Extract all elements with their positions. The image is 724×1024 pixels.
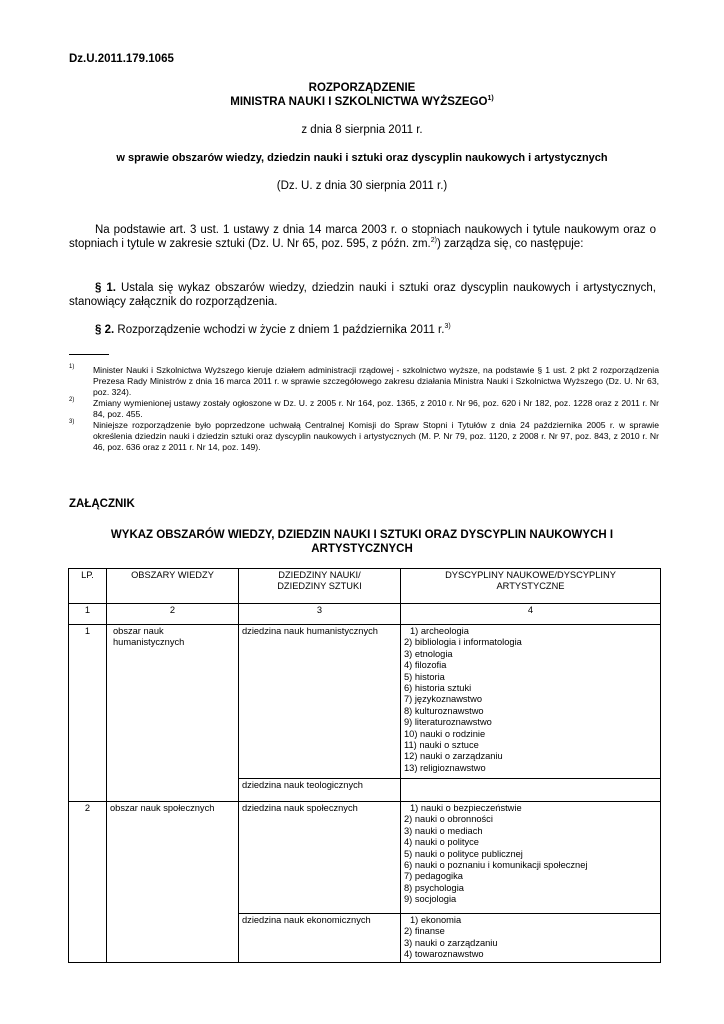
document-reference: Dz.U.2011.179.1065 — [69, 53, 174, 65]
header-area: OBSZARY WIEDZY — [107, 569, 239, 604]
legal-basis-paragraph: Na podstawie art. 3 ust. 1 ustawy z dnia 14 marca 2003 r. o stopniach naukowych i tytule naukowym oraz o stopniach i tytule w zakresie sztuki (Dz. U. Nr 65, poz. 595, z późn. zm.$^{2)}$) zarządza się, co następuje: — [69, 224, 656, 250]
decree-title-line1: ROZPORZĄDZENIE — [308, 82, 416, 94]
footnote-1: 1) Minister Nauki i Szkolnictwa Wyższego kieruje działem administracji rządowej - szkolnictwo wyższe, na podstawie § 1 ust. 2 pkt 2 rozporządzenia Prezesa Rady Ministrów z dnia 16 marca 2011 r. w sprawie szczegółowego zakresu działania Ministra Nauki i Szkolnictwa Wyższego (Dz. U. Nr 63, poz. 324). — [69, 364, 659, 397]
discipline-item: 3) nauki o zarządzaniu — [404, 937, 498, 948]
table-header-row — [69, 569, 661, 604]
publication-info: (Dz. U. z dnia 30 sierpnia 2011 r.) — [276, 180, 448, 192]
discipline-item: 5) nauki o polityce publicznej — [404, 848, 523, 859]
footnote-ref-1: 1) — [487, 95, 494, 103]
discipline-item: 4) towaroznawstwo — [404, 949, 484, 960]
discipline-item: 13) religioznawstwo — [404, 762, 486, 773]
decree-date: z dnia 8 sierpnia 2011 r. — [301, 124, 423, 136]
discipline-item: 5) historia — [404, 671, 445, 682]
discipline-item: 3) nauki o mediach — [404, 825, 483, 836]
section-2-label: § 2. — [95, 324, 115, 336]
knowledge-area: obszar nauk humanistycznych — [107, 625, 239, 802]
science-field: dziedzina nauk teologicznych — [239, 779, 401, 802]
table-row — [69, 802, 661, 914]
discipline-item: 12) nauki o zarządzaniu — [404, 751, 503, 762]
decree-title — [0, 81, 724, 109]
discipline-list — [401, 779, 661, 802]
discipline-list — [401, 625, 661, 779]
discipline-item: 2) finanse — [404, 926, 445, 937]
annex-label: ZAŁĄCZNIK — [69, 498, 135, 510]
decree-title-line2: MINISTRA NAUKI I SZKOLNICTWA WYŻSZEGO$^{1)}$ — [230, 95, 494, 108]
science-field: dziedzina nauk humanistycznych — [239, 625, 401, 779]
discipline-item: 3) etnologia — [404, 648, 453, 659]
science-field: dziedzina nauk ekonomicznych — [239, 914, 401, 963]
row-lp: 2 — [69, 802, 107, 963]
discipline-item: 7) językoznawstwo — [404, 694, 483, 705]
footnote-3: 3) Niniejsze rozporządzenie było poprzedzone uchwałą Centralnej Komisji do Spraw Stopni i Tytułów z dnia 24 października 2005 r. w sprawie określenia dziedzin nauki i dziedzin sztuki oraz dyscyplin naukowych i artystycznych (M. P. Nr 79, poz. 1120, z 2008 r. Nr 97, poz. 843, z 2010 r. Nr 46, poz. 636 oraz z 2011 r. Nr 14, poz. 149). — [69, 419, 659, 452]
header-field: DZIEDZINY NAUKI/ DZIEDZINY SZTUKI — [239, 569, 401, 604]
annex-title: WYKAZ OBSZARÓW WIEDZY, DZIEDZIN NAUKI I SZTUKI ORAZ DYSCYPLIN NAUKOWYCH I ARTYSTYCZNYCH — [110, 529, 614, 555]
section-1-label: § 1. — [95, 282, 116, 294]
footnote-separator — [69, 354, 109, 355]
discipline-item: 6) nauki o poznaniu i komunikacji społecznej — [404, 860, 588, 871]
science-field: dziedzina nauk społecznych — [239, 802, 401, 914]
discipline-item: 8) psychologia — [404, 882, 464, 893]
discipline-item: 2) nauki o obronności — [404, 814, 493, 825]
column-number: 3 — [239, 604, 401, 625]
discipline-item: 9) socjologia — [404, 894, 457, 905]
discipline-item: 4) nauki o polityce — [404, 837, 479, 848]
column-number: 2 — [107, 604, 239, 625]
discipline-item: 1) nauki o bezpieczeństwie — [410, 803, 522, 813]
discipline-item: 9) literaturoznawstwo — [404, 717, 492, 728]
column-number: 4 — [401, 604, 661, 625]
table-number-row — [69, 604, 661, 625]
row-lp: 1 — [69, 625, 107, 802]
column-number: 1 — [69, 604, 107, 625]
table-row — [69, 625, 661, 779]
discipline-item: 1) archeologia — [410, 626, 469, 636]
discipline-item: 7) pedagogika — [404, 871, 463, 882]
footnote-2: 2) Zmiany wymienionej ustawy zostały ogłoszone w Dz. U. z 2005 r. Nr 164, poz. 1365, z 2010 r. Nr 96, poz. 620 i Nr 182, poz. 1228 oraz z 2011 r. Nr 84, poz. 455. — [69, 397, 659, 419]
decree-subject: w sprawie obszarów wiedzy, dziedzin nauki i sztuki oraz dyscyplin naukowych i artystycznych — [116, 152, 608, 164]
section-2-paragraph: § 2. Rozporządzenie wchodzi w życie z dniem 1 października 2011 r.$^{3)}$ — [95, 323, 451, 336]
discipline-item: 4) filozofia — [404, 660, 447, 671]
discipline-list — [401, 914, 661, 963]
section-1-paragraph: § 1. Ustala się wykaz obszarów wiedzy, dziedzin nauki i sztuki oraz dyscyplin naukowych i artystycznych, stanowiący załącznik do rozporządzenia. — [69, 282, 657, 308]
disciplines-table — [68, 568, 661, 963]
discipline-item: 11) nauki o sztuce — [404, 740, 479, 751]
header-discipline: DYSCYPLINY NAUKOWE/DYSCYPLINY ARTYSTYCZNE — [401, 569, 661, 604]
knowledge-area: obszar nauk społecznych — [107, 802, 239, 963]
footnote-ref-2: 2) — [430, 237, 437, 245]
discipline-item: 1) ekonomia — [410, 915, 462, 925]
discipline-list — [401, 802, 661, 914]
discipline-item: 6) historia sztuki — [404, 683, 472, 694]
discipline-item: 2) bibliologia i informatologia — [404, 637, 522, 648]
header-lp: LP. — [69, 569, 107, 604]
discipline-item: 10) nauki o rodzinie — [404, 728, 486, 739]
footnote-ref-3: 3) — [444, 323, 451, 331]
discipline-item: 8) kulturoznawstwo — [404, 705, 484, 716]
